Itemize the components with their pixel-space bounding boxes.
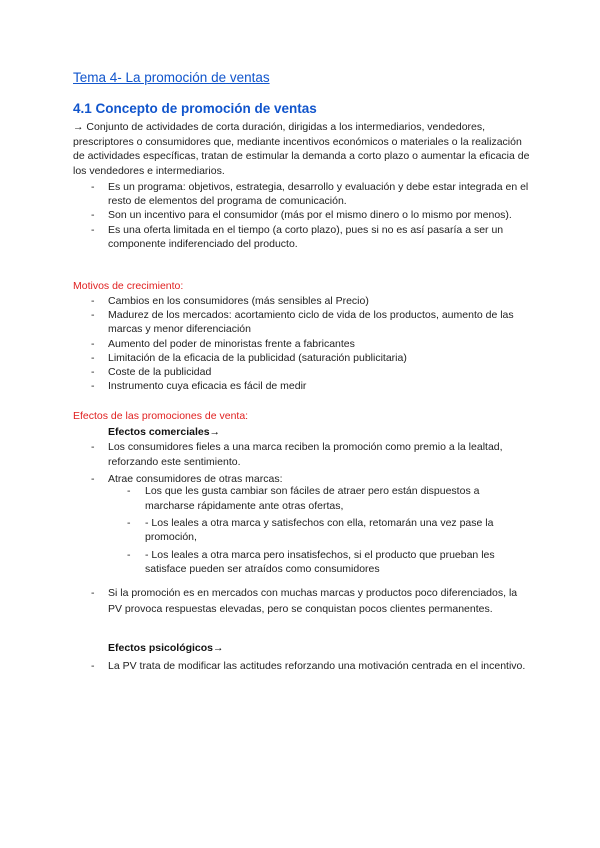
- efectos-comerciales-heading: Efectos comerciales→: [108, 426, 221, 438]
- section-heading: 4.1 Concepto de promoción de ventas: [73, 101, 317, 116]
- list-item: - Son un incentivo para el consumidor (más por el mismo dinero o lo mismo por menos).: [108, 208, 533, 222]
- list-item: - Si la promoción es en mercados con muchas marcas y productos poco diferenciados, la PV provoca respuestas elevadas, pero se conquistan pocos clientes permanentes.: [108, 586, 533, 617]
- list-item: - Aumento del poder de minoristas frente a fabricantes: [108, 337, 533, 351]
- efectos-heading: Efectos de las promociones de venta:: [73, 410, 249, 422]
- list-item: - Limitación de la eficacia de la publicidad (saturación publicitaria): [108, 351, 533, 365]
- list-item: - Madurez de los mercados: acortamiento ciclo de vida de los productos, aumento de las marcas y menor diferenciación: [108, 308, 533, 336]
- efectos-comerciales-list: [108, 440, 533, 489]
- motivos-list: [108, 294, 533, 393]
- concept-list: [108, 180, 533, 251]
- efectos-psicologicos-list: [108, 659, 533, 676]
- list-item: - Instrumento cuya eficacia es fácil de medir: [108, 379, 533, 393]
- motivos-heading: Motivos de crecimiento:: [73, 280, 184, 292]
- list-item: - Atrae consumidores de otras marcas:: [108, 472, 533, 487]
- list-item: - Es un programa: objetivos, estrategia, desarrollo y evaluación y debe estar integrada en el resto de elementos del programa de comunicación.: [108, 180, 533, 208]
- efectos-comerciales-sublist: [145, 484, 520, 579]
- list-item: - Es una oferta limitada en el tiempo (a corto plazo), pues si no es así pasaría a ser un componente indiferenciado del producto.: [108, 223, 533, 251]
- list-item: - Cambios en los consumidores (más sensibles al Precio): [108, 294, 533, 308]
- list-item: - Los que les gusta cambiar son fáciles de atraer pero están dispuestos a marcharse rápidamente ante otras ofertas,: [145, 484, 520, 513]
- list-item: - La PV trata de modificar las actitudes reforzando una motivación centrada en el incentivo.: [108, 659, 533, 674]
- list-item: - Coste de la publicidad: [108, 365, 533, 379]
- section-intro: → Conjunto de actividades de corta duración, dirigidas a los intermediarios, vendedores, prescriptores o consumidores que, mediante incentivos económicos o materiales o la realización de actividades específicas, tratan de estimular la demanda a corto plazo o aumentar la eficacia de los vendedores e intermediarios.: [73, 121, 530, 177]
- list-item: - - Los leales a otra marca pero insatisfechos, si el producto que prueban les satisface pueden ser atraídos como consumidores: [145, 548, 520, 577]
- list-item: - - Los leales a otra marca y satisfechos con ella, retomarán una vez pase la promoción,: [145, 516, 520, 545]
- efectos-psicologicos-heading: Efectos psicológicos→: [108, 642, 224, 654]
- list-item: - Los consumidores fieles a una marca reciben la promoción como premio a la lealtad, reforzando este sentimiento.: [108, 440, 533, 469]
- efectos-comerciales-extra-list: [108, 586, 533, 620]
- document-title[interactable]: Tema 4- La promoción de ventas: [73, 70, 270, 85]
